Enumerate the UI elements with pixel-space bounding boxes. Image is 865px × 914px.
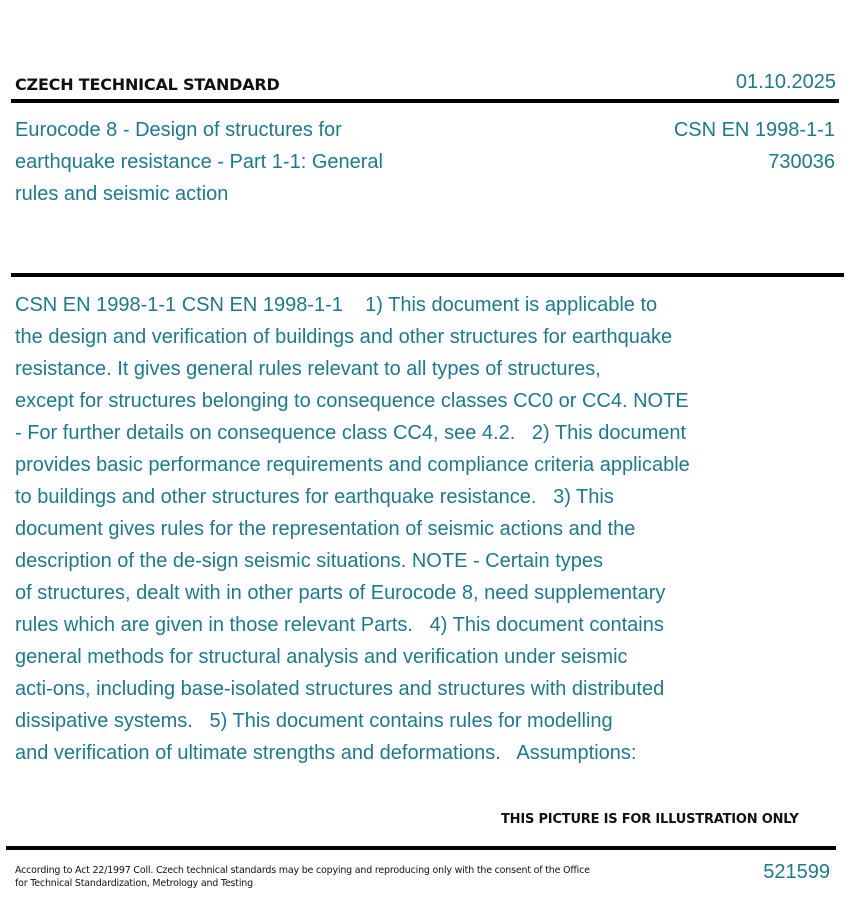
- abstract-line: acti-ons, including base-isolated structures and structures with distributed: [15, 678, 665, 700]
- legal-notice: [15, 864, 595, 890]
- abstract-line: resistance. It gives general rules relevant to all types of structures,: [15, 358, 601, 380]
- header-divider: [11, 99, 839, 103]
- title-line: earthquake resistance - Part 1-1: General: [15, 151, 383, 173]
- abstract-line: description of the de-sign seismic situations. NOTE - Certain types: [15, 550, 604, 572]
- abstract-line: to buildings and other structures for earthquake resistance. 3) This: [15, 486, 614, 508]
- abstract-line: dissipative systems. 5) This document contains rules for modelling: [15, 710, 613, 732]
- abstract-line: and verification of ultimate strengths and deformations. Assumptions:: [15, 742, 637, 764]
- standard-code: CSN EN 1998-1-1: [673, 119, 835, 141]
- abstract-line: general methods for structural analysis and verification under seismic: [15, 646, 628, 668]
- abstract-line: except for structures belonging to consequence classes CC0 or CC4. NOTE: [15, 390, 689, 412]
- publication-date: 01.10.2025: [735, 71, 836, 93]
- abstract-line: provides basic performance requirements and compliance criteria applicable: [15, 454, 690, 476]
- title-line: Eurocode 8 - Design of structures for: [15, 119, 342, 141]
- standard-type-label: CZECH TECHNICAL STANDARD: [15, 75, 280, 94]
- title-divider: [11, 273, 844, 277]
- legal-notice-line: for Technical Standardization, Metrology and Testing: [15, 878, 253, 889]
- abstract-line: document gives rules for the representation of seismic actions and the: [15, 518, 636, 540]
- class-number: 730036: [768, 151, 835, 173]
- document-title: [15, 114, 435, 210]
- abstract-line: - For further details on consequence class CC4, see 4.2. 2) This document: [15, 422, 687, 444]
- legal-notice-line: According to Act 22/1997 Coll. Czech technical standards may be copying and reproducing only with the consent of the Office: [15, 865, 590, 876]
- illustration-notice: THIS PICTURE IS FOR ILLUSTRATION ONLY: [501, 812, 799, 827]
- document-abstract: [15, 289, 755, 769]
- abstract-line: rules which are given in those relevant Parts. 4) This document contains: [15, 614, 664, 636]
- title-line: rules and seismic action: [15, 183, 229, 205]
- abstract-line: CSN EN 1998-1-1 CSN EN 1998-1-1 1) This document is applicable to: [15, 294, 658, 316]
- abstract-line: of structures, dealt with in other parts of Eurocode 8, need supplementary: [15, 582, 666, 604]
- footer-divider: [6, 846, 836, 850]
- standard-identifiers: [674, 114, 835, 178]
- document-number: 521599: [763, 861, 830, 883]
- abstract-line: the design and verification of buildings and other structures for earthquake: [15, 326, 673, 348]
